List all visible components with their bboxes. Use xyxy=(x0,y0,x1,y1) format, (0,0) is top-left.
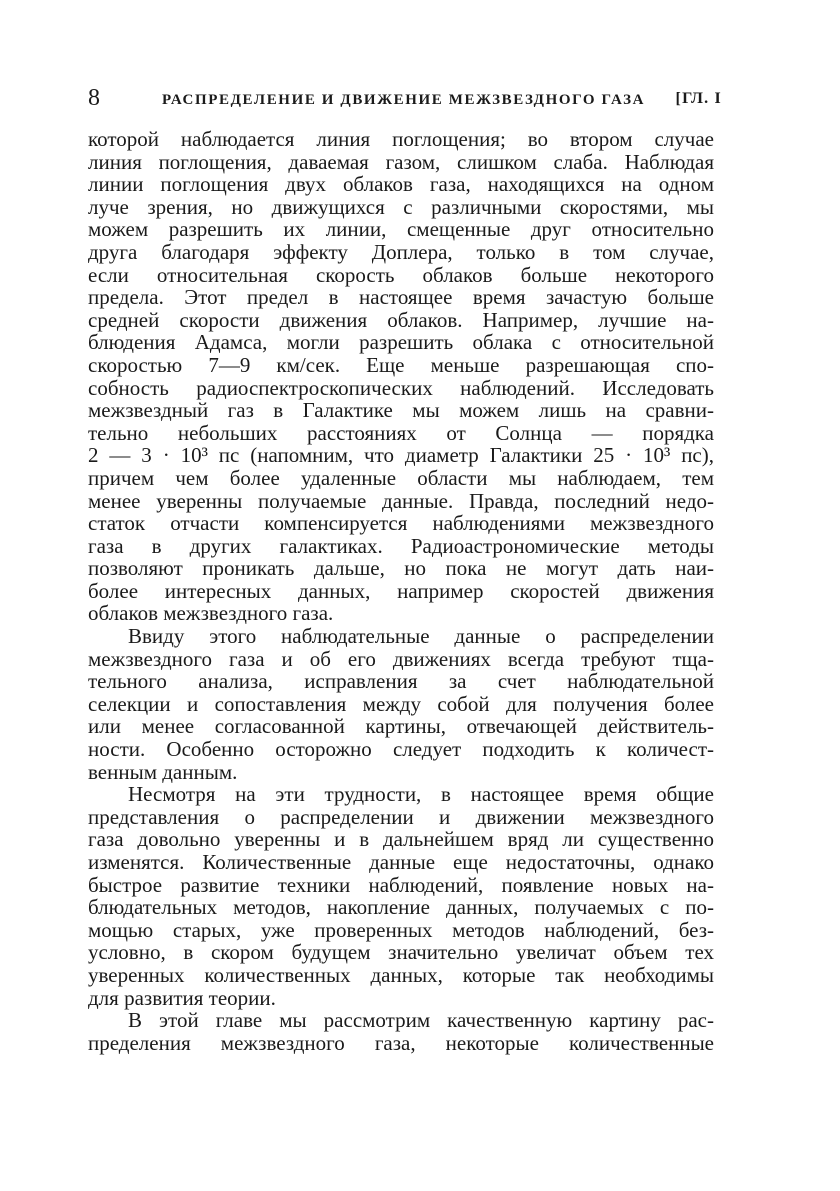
page-header xyxy=(88,84,722,114)
text-line: межзвездный газ в Галактике мы можем лишь на сравни- xyxy=(88,398,714,423)
text-line: линия поглощения, даваемая газом, слишком слаба. Наблюдая xyxy=(88,149,714,174)
text-line: газа довольно уверенны и в дальнейшем вряд ли существенно xyxy=(88,827,714,852)
text-line: газа в других галактиках. Радиоастрономические методы xyxy=(88,533,714,558)
text-line: скоростью 7—9 км/сек. Еще меньше разрешающая спо- xyxy=(88,352,714,377)
text-line: пределения межзвездного газа, некоторые количественные xyxy=(88,1030,714,1055)
text-line: менее уверенны получаемые данные. Правда, последний недо- xyxy=(88,488,714,513)
text-line: селекции и сопоставления между собой для получения более xyxy=(88,691,714,716)
text-line: для развития теории. xyxy=(88,985,276,1010)
text-line: Ввиду этого наблюдательные данные о распределении xyxy=(128,624,714,649)
text-line: более интересных данных, например скоростей движения xyxy=(88,578,714,603)
text-line: быстрое развитие техники наблюдений, появление новых на- xyxy=(88,872,714,897)
running-title: РАСПРЕДЕЛЕНИЕ И ДВИЖЕНИЕ МЕЖЗВЕЗДНОГО ГАЗА xyxy=(162,92,646,108)
text-line: собность радиоспектроскопических наблюдений. Исследовать xyxy=(88,375,714,400)
text-line: если относительная скорость облаков больше некоторого xyxy=(88,262,714,287)
text-line: друга благодаря эффекту Доплера, только в том случае, xyxy=(88,239,714,264)
text-line: мощью старых, уже проверенных методов наблюдений, без- xyxy=(88,917,714,942)
text-line: условно, в скором будущем значительно увеличат объем тех xyxy=(88,940,714,965)
text-line: В этой главе мы рассмотрим качественную картину рас- xyxy=(128,1008,714,1033)
text-line: позволяют проникать дальше, но пока не могут дать наи- xyxy=(88,556,714,581)
text-line: статок отчасти компенсируется наблюдениями межзвездного xyxy=(88,511,714,536)
text-line: которой наблюдается линия поглощения; во втором случае xyxy=(88,127,714,151)
text-line: средней скорости движения облаков. Например, лучшие на- xyxy=(88,307,714,332)
text-line: представления о распределении и движении межзвездного xyxy=(88,804,714,829)
text-line: луче зрения, но движущихся с различными скоростями, мы xyxy=(88,194,714,219)
text-line: изменятся. Количественные данные еще недостаточны, однако xyxy=(88,850,714,874)
text-line: межзвездного газа и об его движениях всегда требуют тща- xyxy=(88,646,714,671)
text-line: уверенных количественных данных, которые так необходимы xyxy=(88,962,714,987)
text-line: можем разрешить их линии, смещенные друг относительно xyxy=(88,217,714,242)
text-line: причем чем более удаленные области мы наблюдаем, тем xyxy=(88,465,714,490)
body-text xyxy=(88,128,714,1054)
text-line: линии поглощения двух облаков газа, находящихся на одном xyxy=(88,172,714,197)
text-line: тельно небольших расстояниях от Солнца — порядка xyxy=(88,420,714,445)
chapter-label: [ГЛ. I xyxy=(675,90,722,107)
text-line: облаков межзвездного газа. xyxy=(88,601,334,626)
text-line: тельного анализа, исправления за счет наблюдательной xyxy=(88,669,714,694)
text-line: блюдательных методов, накопление данных, получаемых с по- xyxy=(88,895,714,920)
text-line: или менее согласованной картины, отвечающей действитель- xyxy=(88,714,714,739)
text-line: 2 — 3 · 10³ пс (напомним, что диаметр Галактики 25 · 10³ пс), xyxy=(88,443,714,468)
page-number: 8 xyxy=(88,85,100,111)
text-line: ности. Особенно осторожно следует подходить к количест- xyxy=(88,737,714,762)
text-line: предела. Этот предел в настоящее время зачастую больше xyxy=(88,285,714,310)
text-line: блюдения Адамса, могли разрешить облака с относительной xyxy=(88,330,714,355)
text-line: венным данным. xyxy=(88,759,238,784)
text-line: Несмотря на эти трудности, в настоящее время общие xyxy=(128,782,714,807)
